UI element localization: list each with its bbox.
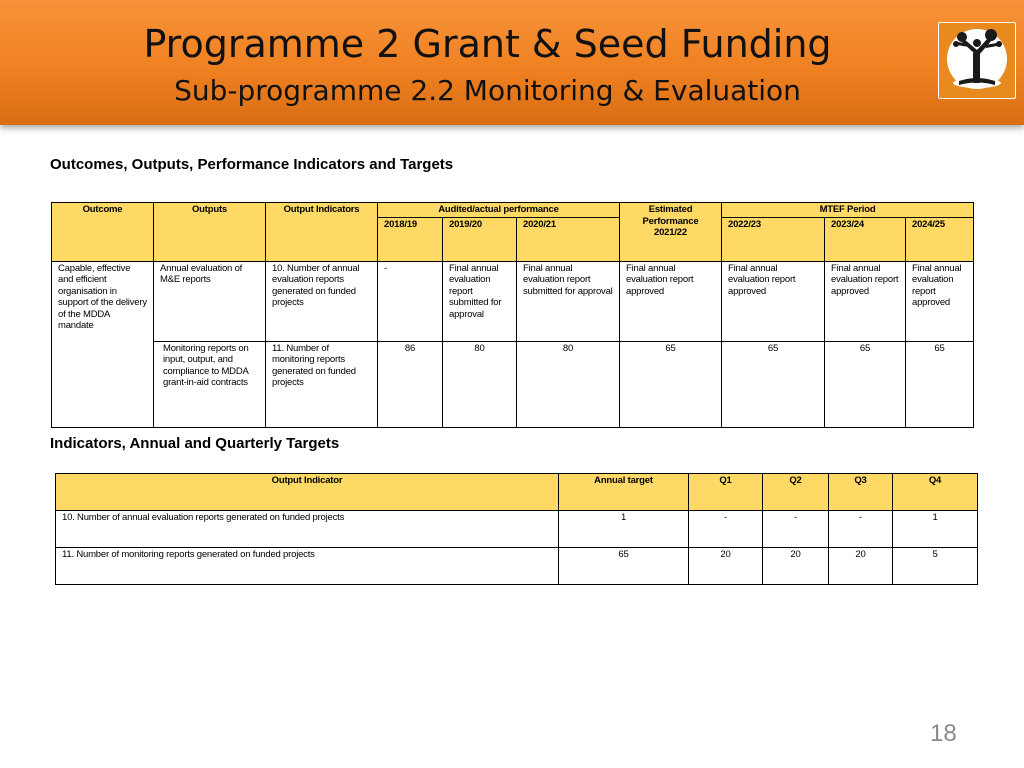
outcome-cell: Capable, effective and efficient organisation in support of the delivery of the MDDA mandate — [52, 261, 154, 427]
value-cell: 65 — [906, 341, 974, 427]
value-cell: Final annual evaluation report approved — [620, 261, 722, 341]
header-q2: Q2 — [763, 474, 829, 511]
quarterly-targets-table — [55, 473, 978, 585]
header-annual-target: Annual target — [559, 474, 689, 511]
value-cell: - — [378, 261, 443, 341]
section1-heading: Outcomes, Outputs, Performance Indicators and Targets — [50, 156, 454, 173]
output-cell: Annual evaluation of M&E reports — [154, 261, 266, 341]
annual-target-cell: 65 — [559, 548, 689, 585]
value-cell: Final annual evaluation report submitted for approval — [443, 261, 517, 341]
q1-cell: 20 — [689, 548, 763, 585]
header-outputs: Outputs — [154, 203, 266, 262]
q2-cell: - — [763, 511, 829, 548]
header-outcome: Outcome — [52, 203, 154, 262]
header-output-indicators: Output Indicators — [266, 203, 378, 262]
value-cell: 80 — [517, 341, 620, 427]
q4-cell: 5 — [893, 548, 978, 585]
page-number: 18 — [930, 720, 957, 747]
header-year-2020-21: 2020/21 — [517, 217, 620, 261]
value-cell: Final annual evaluation report approved — [825, 261, 906, 341]
header-q1: Q1 — [689, 474, 763, 511]
header-output-indicator: Output Indicator — [56, 474, 559, 511]
q2-cell: 20 — [763, 548, 829, 585]
header-year-2023-24: 2023/24 — [825, 217, 906, 261]
output-cell: Monitoring reports on input, output, and compliance to MDDA grant-in-aid contracts — [154, 341, 266, 427]
header-q3: Q3 — [829, 474, 893, 511]
header-year-2022-23: 2022/23 — [722, 217, 825, 261]
value-cell: Final annual evaluation report submitted for approval — [517, 261, 620, 341]
organisation-logo — [938, 22, 1016, 99]
header-year-2024-25: 2024/25 — [906, 217, 974, 261]
section2-heading: Indicators, Annual and Quarterly Targets — [50, 435, 340, 452]
outcomes-table — [51, 202, 974, 428]
value-cell: Final annual evaluation report approved — [722, 261, 825, 341]
table-row — [52, 261, 974, 341]
tree-logo-icon — [939, 23, 1015, 98]
indicator-cell: 11. Number of monitoring reports generated on funded projects — [266, 341, 378, 427]
header-year-2019-20: 2019/20 — [443, 217, 517, 261]
q3-cell: 20 — [829, 548, 893, 585]
q3-cell: - — [829, 511, 893, 548]
table-row — [56, 511, 978, 548]
header-q4: Q4 — [893, 474, 978, 511]
q1-cell: - — [689, 511, 763, 548]
slide-title: Programme 2 Grant & Seed Funding — [143, 22, 832, 66]
value-cell: 65 — [825, 341, 906, 427]
header-mtef-period: MTEF Period — [722, 203, 974, 218]
header-estimated-performance: Estimated Performance 2021/22 — [620, 203, 722, 262]
value-cell: Final annual evaluation report approved — [906, 261, 974, 341]
indicator-cell: 11. Number of monitoring reports generated on funded projects — [56, 548, 559, 585]
table-row — [56, 548, 978, 585]
indicator-cell: 10. Number of annual evaluation reports generated on funded projects — [56, 511, 559, 548]
slide-subtitle: Sub-programme 2.2 Monitoring & Evaluation — [174, 74, 801, 107]
table-row — [52, 341, 974, 427]
value-cell: 80 — [443, 341, 517, 427]
title-banner — [0, 0, 1024, 125]
value-cell: 86 — [378, 341, 443, 427]
header-year-2018-19: 2018/19 — [378, 217, 443, 261]
value-cell: 65 — [722, 341, 825, 427]
header-audited-performance: Audited/actual performance — [378, 203, 620, 218]
value-cell: 65 — [620, 341, 722, 427]
annual-target-cell: 1 — [559, 511, 689, 548]
q4-cell: 1 — [893, 511, 978, 548]
indicator-cell: 10. Number of annual evaluation reports generated on funded projects — [266, 261, 378, 341]
